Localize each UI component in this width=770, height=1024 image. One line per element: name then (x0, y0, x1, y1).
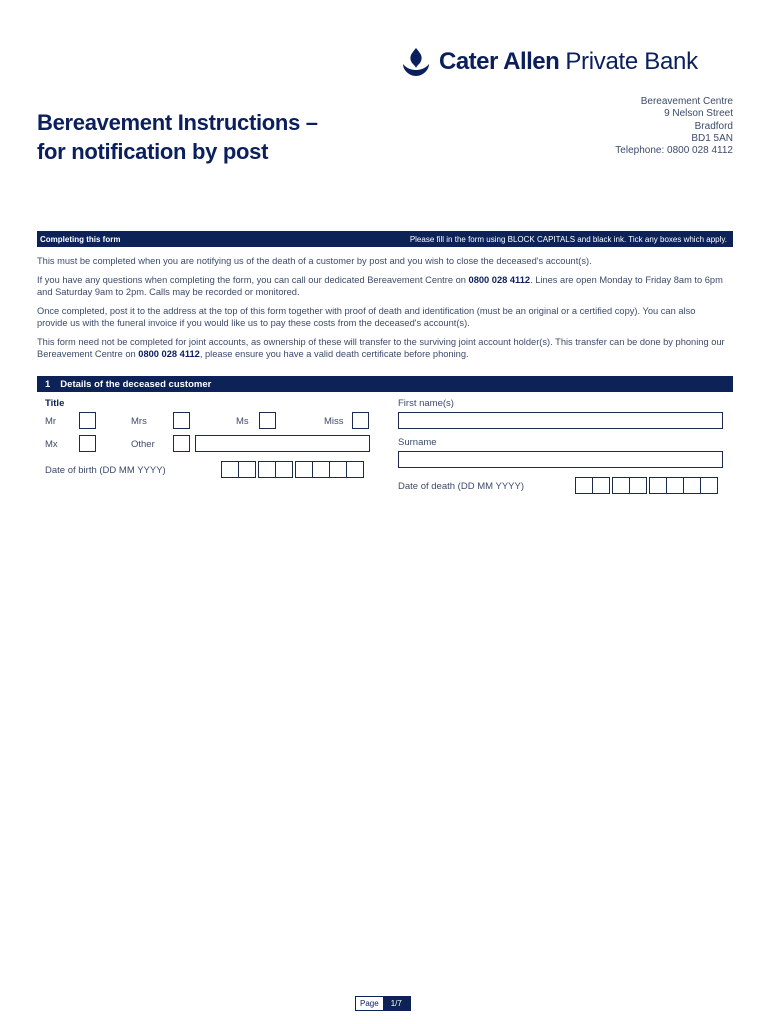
title-line-2: for notification by post (37, 139, 269, 164)
dob-year-3[interactable] (329, 461, 347, 478)
dob-year-1[interactable] (295, 461, 313, 478)
title-mx-checkbox[interactable] (79, 435, 96, 452)
dob-label: Date of birth (DD MM YYYY) (45, 465, 166, 476)
dob-day-2[interactable] (238, 461, 256, 478)
dod-year-3[interactable] (683, 477, 701, 494)
intro-p4-text-b: , please ensure you have a valid death certificate before phoning. (199, 349, 469, 359)
section-heading: Details of the deceased customer (60, 378, 212, 390)
dob-day-1[interactable] (221, 461, 239, 478)
bereavement-address (615, 96, 733, 157)
title-miss-label: Miss (324, 416, 344, 427)
dod-month-2[interactable] (629, 477, 647, 494)
page-number: 1/7 (383, 997, 410, 1010)
intro-p2-text-b: . Lines are open Monday to Friday 8am to 6pm and Saturday 9am to 2pm. Calls may be recorded or monitored. (37, 275, 723, 297)
title-line-1: Bereavement Instructions – (37, 110, 318, 135)
flame-logo-icon (399, 46, 433, 78)
intro-paragraph-4 (37, 336, 727, 360)
title-ms-checkbox[interactable] (259, 412, 276, 429)
dod-year-2[interactable] (666, 477, 684, 494)
title-other-input[interactable] (195, 435, 370, 452)
dob-input[interactable] (221, 461, 363, 478)
address-telephone: Telephone: 0800 028 4112 (615, 145, 733, 157)
dob-month-2[interactable] (275, 461, 293, 478)
surname-label: Surname (398, 437, 437, 448)
dod-month-1[interactable] (612, 477, 630, 494)
title-label: Title (45, 398, 65, 409)
title-other-label: Other (131, 439, 155, 450)
completing-form-heading: Completing this form (40, 234, 121, 244)
title-mrs-checkbox[interactable] (173, 412, 190, 429)
intro-p2-text-a: If you have any questions when completing the form, you can call our dedicated Bereavement Centre on (37, 275, 469, 285)
title-other-checkbox[interactable] (173, 435, 190, 452)
dod-day-1[interactable] (575, 477, 593, 494)
dod-input[interactable] (575, 477, 717, 494)
address-line-1: Bereavement Centre (640, 96, 733, 107)
title-ms-label: Ms (236, 416, 249, 427)
surname-input[interactable] (398, 451, 723, 468)
dob-year-2[interactable] (312, 461, 330, 478)
title-mr-label: Mr (45, 416, 57, 427)
brand-name-bold: Cater Allen (439, 48, 560, 75)
title-mrs-label: Mrs (131, 416, 147, 427)
page-label: Page (360, 999, 379, 1008)
completing-form-bar (37, 231, 733, 247)
intro-text (37, 255, 727, 367)
intro-paragraph-1: This must be completed when you are notifying us of the death of a customer by post and you wish to close the deceased's account(s). (37, 256, 592, 266)
brand-name-light: Private Bank (565, 48, 698, 75)
dod-year-1[interactable] (649, 477, 667, 494)
page-indicator (355, 996, 411, 1011)
intro-p4-text-a: This form need not be completed for joint accounts, as ownership of these will transfer to the surviving joint account holder(s). This transfer can be done by phoning our Bereavement Centre on (37, 337, 725, 359)
title-mx-label: Mx (45, 439, 58, 450)
dob-month-1[interactable] (258, 461, 276, 478)
dod-label: Date of death (DD MM YYYY) (398, 481, 525, 492)
bereavement-phone-2: 0800 028 4112 (138, 349, 200, 359)
dod-day-2[interactable] (592, 477, 610, 494)
address-line-2: 9 Nelson Street (664, 108, 733, 120)
first-names-label: First name(s) (398, 398, 454, 409)
brand-logo (399, 44, 698, 80)
section-number: 1 (45, 378, 51, 390)
bereavement-phone: 0800 028 4112 (468, 275, 531, 285)
completing-form-instructions: Please fill in the form using BLOCK CAPITALS and black ink. Tick any boxes which apply. (409, 234, 727, 244)
page-title (37, 108, 318, 166)
intro-paragraph-3: Once completed, post it to the address at the top of this form together with proof of death and identification (must be an original or a certified copy). You can also provide us with the funeral invoice if you would like us to pay these costs from the deceased's account(s). (37, 306, 696, 328)
intro-paragraph-2 (37, 274, 727, 298)
dob-year-4[interactable] (346, 461, 364, 478)
title-miss-checkbox[interactable] (352, 412, 369, 429)
address-line-4: BD1 5AN (691, 132, 733, 144)
dod-year-4[interactable] (700, 477, 718, 494)
section-1-bar (37, 376, 733, 392)
title-mr-checkbox[interactable] (79, 412, 96, 429)
first-names-input[interactable] (398, 412, 723, 429)
address-line-3: Bradford (694, 120, 733, 132)
